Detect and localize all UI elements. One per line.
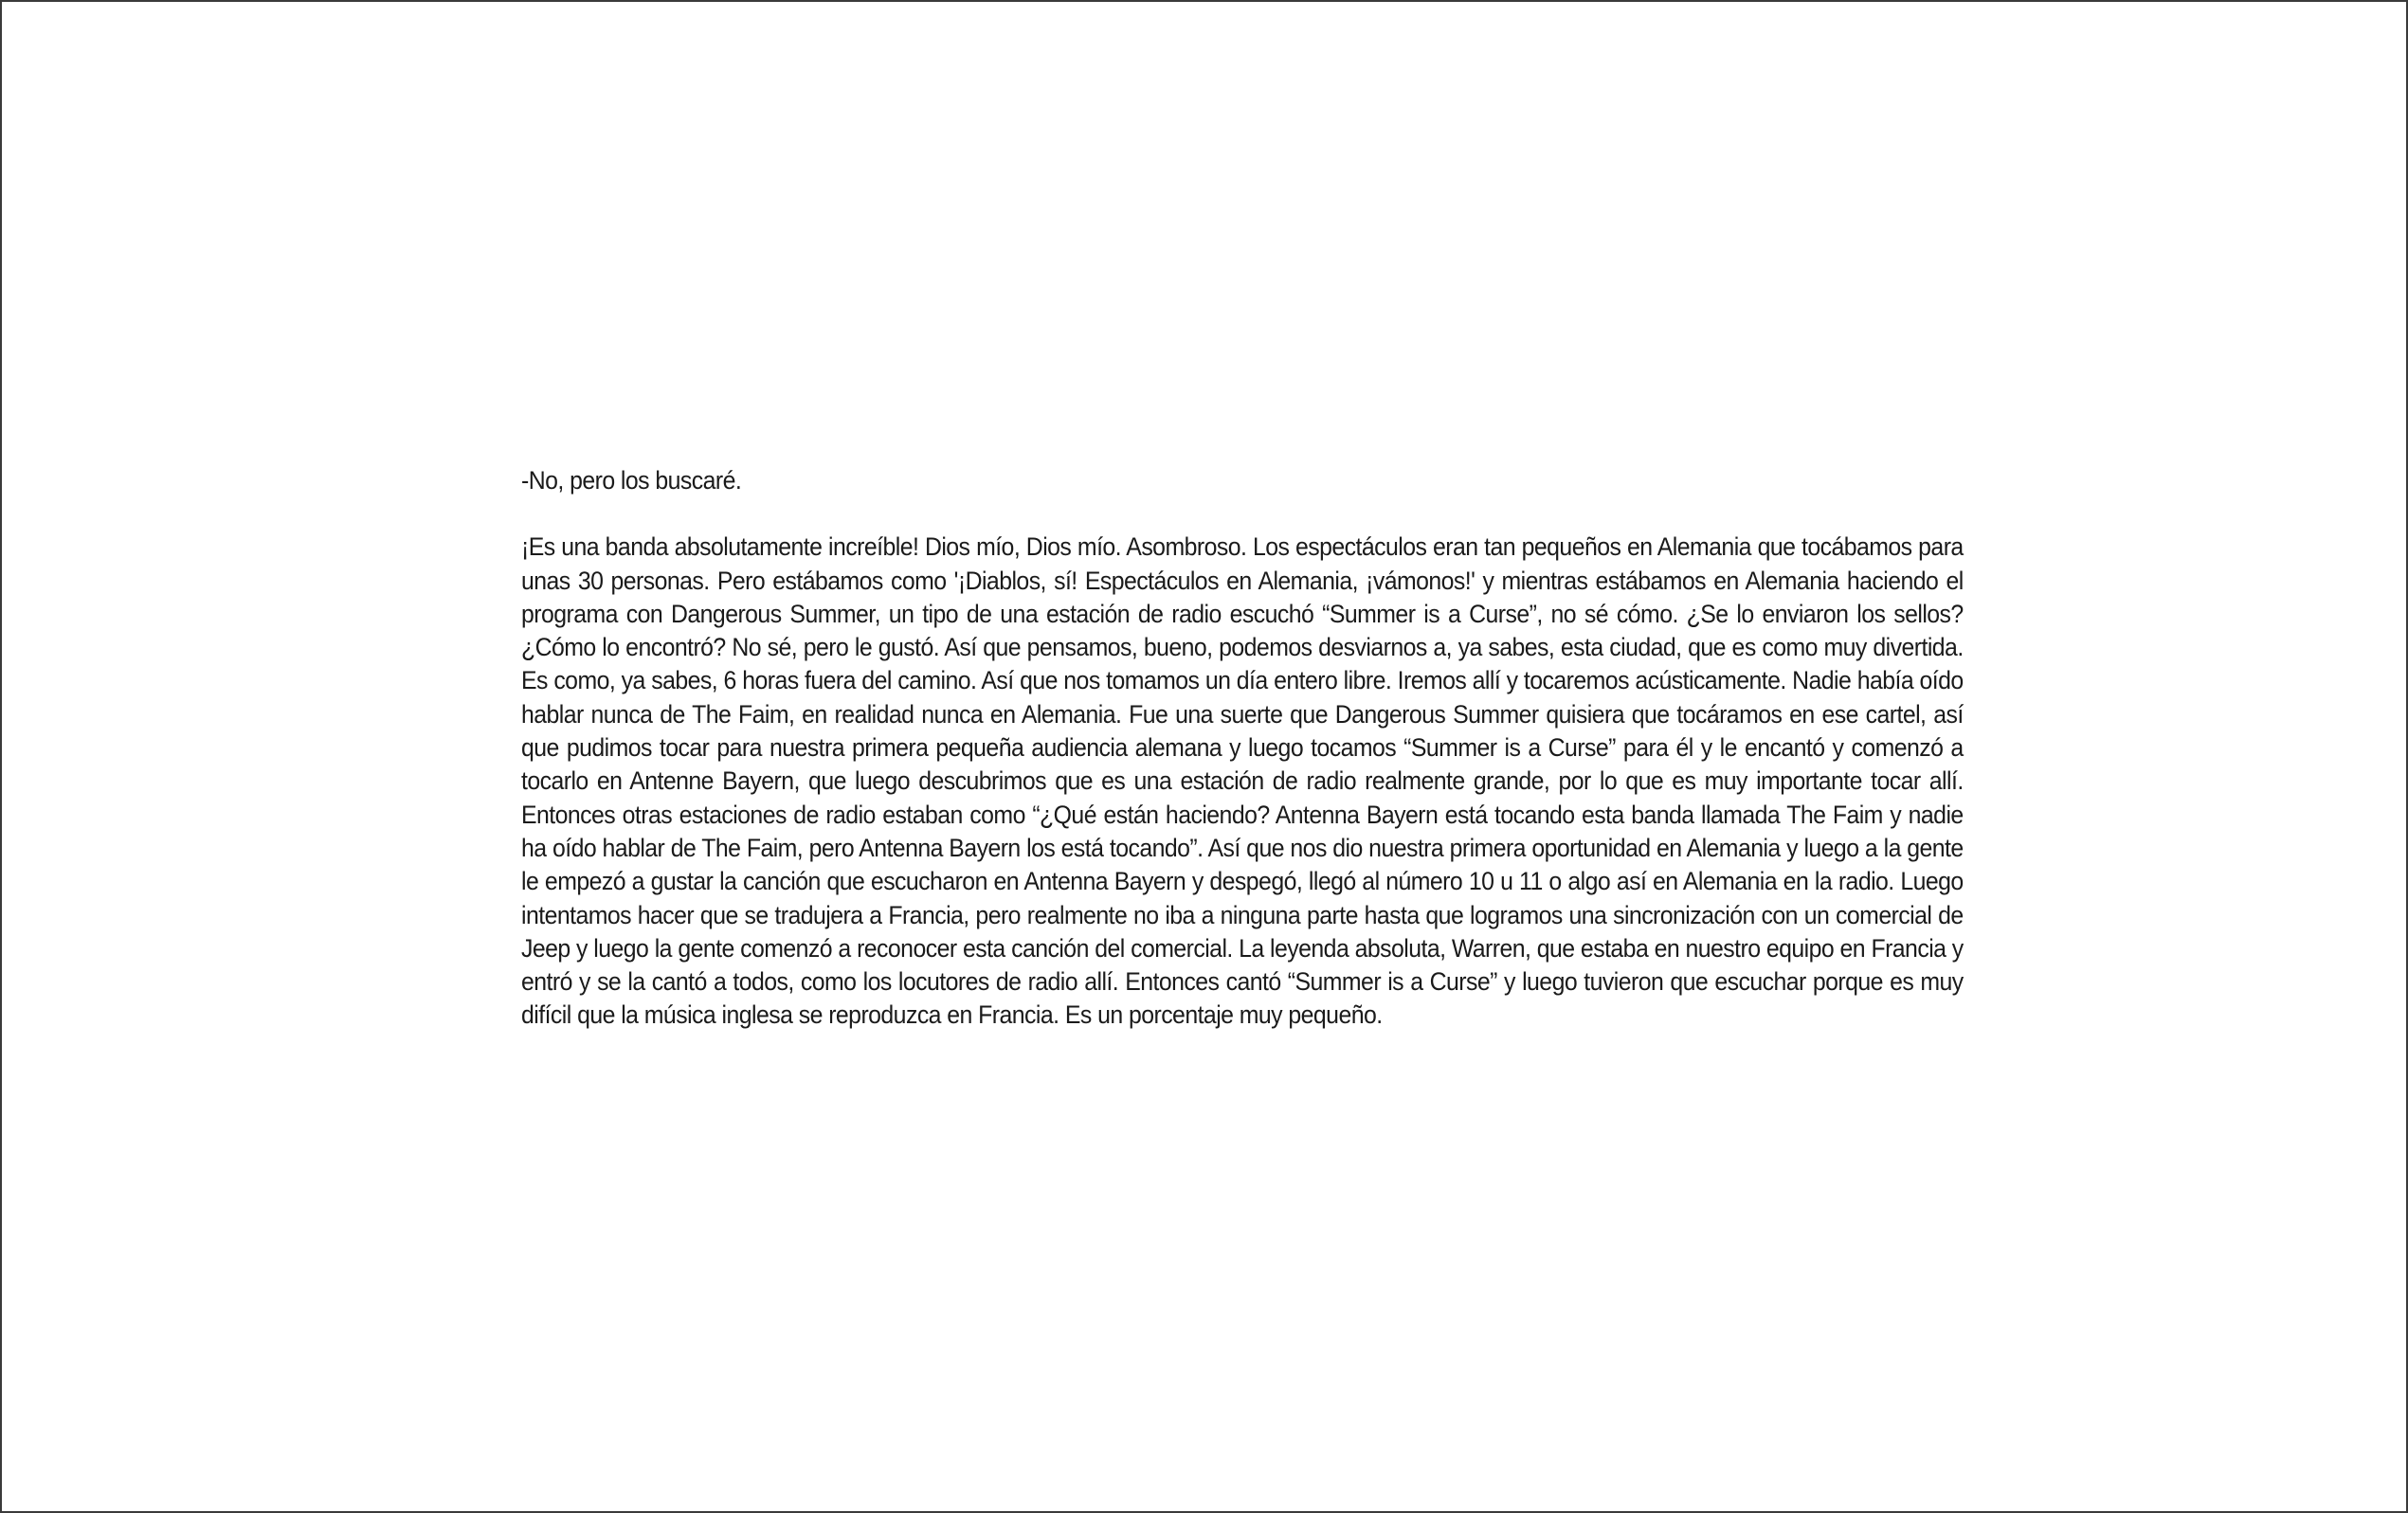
paragraph-main: ¡Es una banda absolutamente increíble! Dios mío, Dios mío. Asombroso. Los espectáculos eran tan pequeños en Alemania que tocábamos para unas 30 personas. Pero estábamos como '¡Diablos, sí! Espectáculos en Alemania, ¡vámonos!' y mientras estábamos en Alemania haciendo el programa con Dangerous Summer, un tipo de una estación de radio escuchó “Summer is a Curse”, no sé cómo. ¿Se lo enviaron los sellos? ¿Cómo lo encontró? No sé, pero le gustó. Así que pensamos, bueno, podemos desviarnos a, ya sabes, esta ciudad, que es como muy divertida. Es como, ya sabes, 6 horas fuera del camino. Así que nos tomamos un día entero libre. Iremos allí y tocaremos acústicamente. Nadie había oído hablar nunca de The Faim, en realidad nunca en Alemania. Fue una suerte que Dangerous Summer quisiera que tocáramos en ese cartel, así que pudimos tocar para nuestra primera pequeña audiencia alemana y luego tocamos “Summer is a Curse” para él y le encantó y comenzó a tocarlo en Antenne Bayern, que luego descubrimos que es una estación de radio realmente grande, por lo que es muy importante tocar allí. Entonces otras estaciones de radio estaban como “¿Qué están haciendo? Antenna Bayern está tocando esta banda llamada The Faim y nadie ha oído hablar de The Faim, pero Antenna Bayern los está tocando”. Así que nos dio nuestra primera oportunidad en Alemania y luego a la gente le empezó a gustar la canción que escucharon en Antenna Bayern y despegó, llegó al número 10 u 11 o algo así en Alemania en la radio. Luego intentamos hacer que se tradujera a Francia, pero realmente no iba a ninguna parte hasta que logramos una sincronización con un comercial de Jeep y luego la gente comenzó a reconocer esta canción del comercial. La leyenda absoluta, Warren, que estaba en nuestro equipo en Francia y entró y se la cantó a todos, como los locutores de radio allí. Entonces cantó “Summer is a Curse” y luego tuvieron que escuchar porque es muy difícil que la música inglesa se reproduzca en Francia. Es un porcentaje muy pequeño. — [521, 532, 1964, 1030]
document-body — [521, 464, 1964, 1033]
paragraph-intro: -No, pero los buscaré. — [521, 466, 742, 495]
